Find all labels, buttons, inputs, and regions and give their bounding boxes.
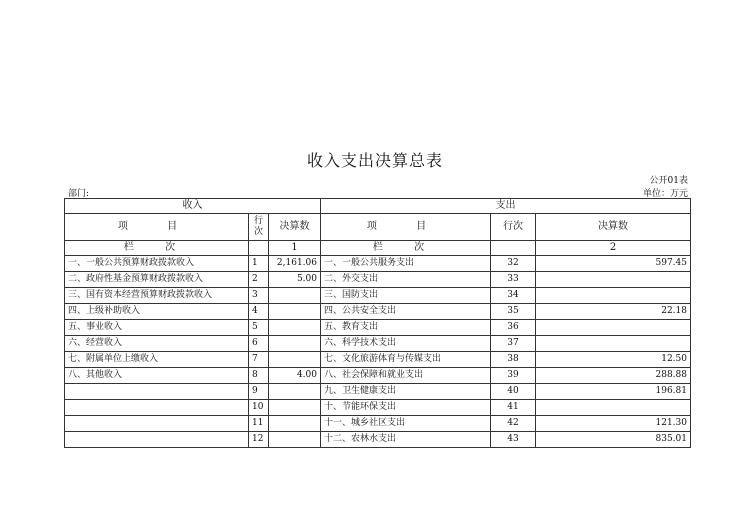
expense-rowno-blank — [491, 241, 536, 256]
income-amount — [269, 288, 321, 304]
expense-row-number: 38 — [491, 352, 536, 368]
table-row — [65, 384, 691, 400]
table-row — [65, 272, 691, 288]
form-number: 公开01表 — [649, 176, 688, 186]
expense-row-number: 39 — [491, 368, 536, 384]
expense-item-name: 四、公共安全支出 — [321, 304, 491, 320]
income-amount — [269, 320, 321, 336]
income-item-name — [65, 400, 249, 416]
income-item-name — [65, 432, 249, 448]
page-title: 收入支出决算总表 — [306, 151, 443, 170]
income-amount — [269, 432, 321, 448]
income-item-name: 四、上级补助收入 — [65, 304, 249, 320]
income-row-number: 2 — [249, 272, 269, 288]
expense-item-name: 十、节能环保支出 — [321, 400, 491, 416]
income-amount — [269, 384, 321, 400]
income-amount — [269, 400, 321, 416]
table-row — [65, 336, 691, 352]
income-row-number: 4 — [249, 304, 269, 320]
income-row-number: 8 — [249, 368, 269, 384]
table-row — [65, 368, 691, 384]
header-row-column-numbers — [65, 241, 691, 256]
income-row-number: 10 — [249, 400, 269, 416]
expense-row-number: 32 — [491, 256, 536, 272]
expense-item-name: 九、卫生健康支出 — [321, 384, 491, 400]
expense-item-name: 三、国防支出 — [321, 288, 491, 304]
income-amount — [269, 304, 321, 320]
expense-row-number: 34 — [491, 288, 536, 304]
header-row-sections — [65, 199, 691, 214]
expense-row-number: 41 — [491, 400, 536, 416]
income-item-name — [65, 384, 249, 400]
expense-amount: 835.01 — [536, 432, 691, 448]
table-row — [65, 256, 691, 272]
expense-row-number: 36 — [491, 320, 536, 336]
income-amount: 2,161.06 — [269, 256, 321, 272]
income-amount — [269, 416, 321, 432]
expense-item-name: 十一、城乡社区支出 — [321, 416, 491, 432]
expense-amount — [536, 272, 691, 288]
table-row — [65, 352, 691, 368]
income-item-name: 五、事业收入 — [65, 320, 249, 336]
income-item-name: 八、其他收入 — [65, 368, 249, 384]
header-row-columns — [65, 214, 691, 241]
table-row — [65, 304, 691, 320]
expense-row-number: 40 — [491, 384, 536, 400]
table-row — [65, 320, 691, 336]
expense-amount: 196.81 — [536, 384, 691, 400]
expense-item-name: 八、社会保障和就业支出 — [321, 368, 491, 384]
income-item-name: 三、国有资本经营预算财政拨款收入 — [65, 288, 249, 304]
income-item-name: 二、政府性基金预算财政拨款收入 — [65, 272, 249, 288]
income-column-label: 栏 次 — [65, 241, 249, 256]
income-item-header: 项 目 — [65, 214, 249, 241]
expense-row-number: 37 — [491, 336, 536, 352]
expense-amount: 121.30 — [536, 416, 691, 432]
expense-column-label: 栏 次 — [321, 241, 491, 256]
income-amount: 5.00 — [269, 272, 321, 288]
expense-amount — [536, 400, 691, 416]
expense-item-header: 项 目 — [321, 214, 491, 241]
unit-label: 单位：万元 — [642, 189, 688, 199]
income-row-number: 9 — [249, 384, 269, 400]
expense-row-number: 42 — [491, 416, 536, 432]
income-item-name: 七、附属单位上缴收入 — [65, 352, 249, 368]
expense-amount: 22.18 — [536, 304, 691, 320]
income-amount — [269, 352, 321, 368]
income-row-number: 7 — [249, 352, 269, 368]
expense-column-number: 2 — [536, 241, 691, 256]
expense-amount — [536, 336, 691, 352]
income-item-name — [65, 416, 249, 432]
expense-amount — [536, 288, 691, 304]
expense-item-name: 五、教育支出 — [321, 320, 491, 336]
table-row — [65, 432, 691, 448]
expense-amount: 597.45 — [536, 256, 691, 272]
expense-item-name: 一、一般公共服务支出 — [321, 256, 491, 272]
income-column-number: 1 — [269, 241, 321, 256]
income-amount-header: 决算数 — [269, 214, 321, 241]
expense-row-number: 33 — [491, 272, 536, 288]
expense-row-number: 43 — [491, 432, 536, 448]
income-amount — [269, 336, 321, 352]
expense-item-name: 二、外交支出 — [321, 272, 491, 288]
table-row — [65, 416, 691, 432]
department-label: 部门: — [68, 189, 90, 199]
expense-section-header: 支出 — [321, 199, 691, 214]
expense-amount: 12.50 — [536, 352, 691, 368]
income-item-name: 六、经营收入 — [65, 336, 249, 352]
income-item-name: 一、一般公共预算财政拨款收入 — [65, 256, 249, 272]
expense-amount: 288.88 — [536, 368, 691, 384]
income-row-number: 3 — [249, 288, 269, 304]
expense-amount — [536, 320, 691, 336]
expense-item-name: 六、科学技术支出 — [321, 336, 491, 352]
income-expense-table — [64, 198, 691, 448]
income-rowno-header: 行 次 — [249, 214, 269, 241]
income-amount: 4.00 — [269, 368, 321, 384]
income-row-number: 11 — [249, 416, 269, 432]
income-section-header: 收入 — [65, 199, 321, 214]
expense-item-name: 十二、农林水支出 — [321, 432, 491, 448]
expense-amount-header: 决算数 — [536, 214, 691, 241]
income-rowno-blank — [249, 241, 269, 256]
income-row-number: 5 — [249, 320, 269, 336]
income-row-number: 1 — [249, 256, 269, 272]
expense-item-name: 七、文化旅游体育与传媒支出 — [321, 352, 491, 368]
income-row-number: 6 — [249, 336, 269, 352]
income-row-number: 12 — [249, 432, 269, 448]
expense-row-number: 35 — [491, 304, 536, 320]
table-row — [65, 288, 691, 304]
expense-rowno-header: 行次 — [491, 214, 536, 241]
table-row — [65, 400, 691, 416]
